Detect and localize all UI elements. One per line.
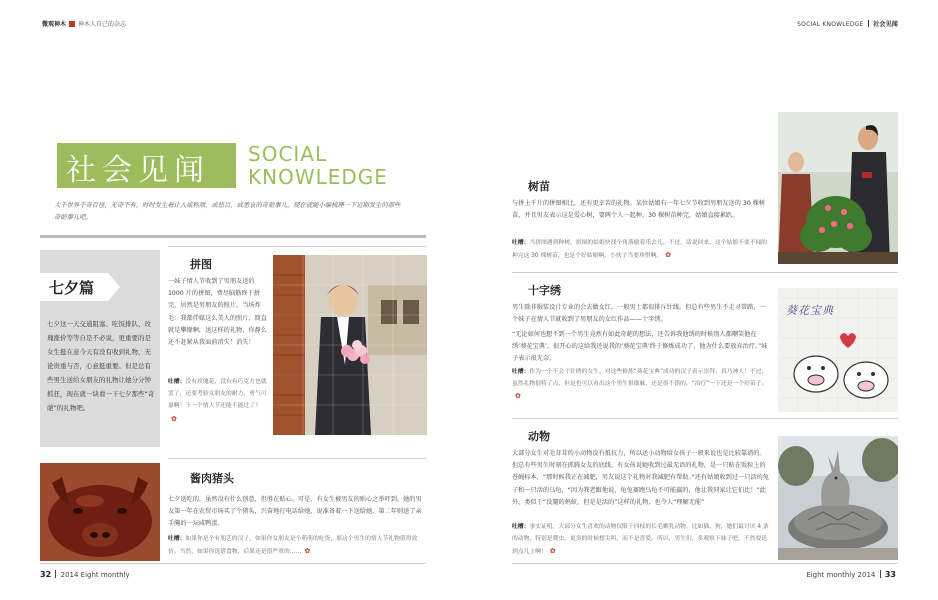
note-label: 吐槽： xyxy=(512,240,530,246)
puzzle-illustration xyxy=(273,255,427,435)
note-label: 吐槽： xyxy=(168,536,186,542)
divider xyxy=(880,570,881,578)
page-title-en-line2: KNOWLEDGE xyxy=(248,165,388,189)
footer-left xyxy=(40,570,130,579)
article-body-zhutou: 七夕送吃的，虽然没有什么创意，但胜在贴心。可是，有女生被男友的贴心之举吓到。她的男友第一年在农贸市场买了个猪头，兴奋地打电话给她，说准备着一下送给她，第二年则送了亲手腌的一坛咸鸭蛋。 xyxy=(168,496,422,528)
pig-head-illustration xyxy=(40,463,160,561)
magazine-tagline: 神木人自己的杂志 xyxy=(78,21,127,28)
end-mark-icon: ✿ xyxy=(515,392,521,401)
tree-seedling-photo xyxy=(778,112,898,264)
intro-paragraph: 大千世界千奇百怪，无奇不有，时时发生着让人咸称颜，或悠目，或悉哀的奇葩事儿，现在就随小编梳理一下近期发生的那些奇葩事儿吧。 xyxy=(54,202,401,221)
page-number-right: 33 xyxy=(884,570,896,579)
note-label: 吐槽： xyxy=(512,369,530,375)
sidebar-tab-arrow xyxy=(108,273,120,301)
end-mark-icon: ✿ xyxy=(171,414,177,423)
section-name-en: SOCIAL KNOWLEDGE xyxy=(797,21,864,28)
cross-stitch-photo xyxy=(778,288,898,412)
tree-seedling-illustration xyxy=(778,112,898,264)
article-title-shizixiu: 十字绣 xyxy=(528,284,561,297)
pig-head-photo xyxy=(40,463,160,561)
article-note-shumiao xyxy=(512,237,770,262)
section-name-cn: 社会见闻 xyxy=(873,21,898,28)
article-rule xyxy=(512,272,898,273)
end-mark-icon: ✿ xyxy=(665,251,672,260)
masthead-rule xyxy=(40,235,426,238)
article-title-shumiao: 树苗 xyxy=(528,180,550,193)
header-right xyxy=(797,19,898,28)
article-body-shizixiu-1: 男生除非服装设计专业的会去做女红，一般男士都很排斥针线。但总有些男生不走寻常路，一个妹子在情人节就收到了男朋友的女红作品——十字绣。 xyxy=(512,304,766,324)
end-mark-icon: ✿ xyxy=(304,547,311,556)
divider xyxy=(868,20,870,27)
tortoise-hare-statue-photo xyxy=(778,436,898,560)
article-rule xyxy=(168,458,426,459)
tortoise-hare-illustration xyxy=(778,436,898,560)
note-text: 事实证明，大部分女生喜欢的动物仅限于四枝的长毛嗽乳动物，比如猫、狗，她们最讨厌 4 条的动物，特别是爬虫，更多的时候想尖叫，而不是喜爱。所以，男生们，多观察下妹子吧，不然要送到点儿上啊！ xyxy=(512,524,769,556)
article-rule xyxy=(168,246,426,247)
article-body-dongwu: 大部分女生对毛茸茸的小动物没有抵抗力，所以送小动物给女孩子一般来说也是比较靠谱的。但总有些男生时刻在抓腾女友的底线，有女孩说她收到过最无语的礼物，是一只贴在饭粒上的苍蝇标本，“那时候我正在减肥，男友说这个礼物对我减肥有帮助。”还有姑娘收到过一只活的兔子和一只活的乌龟，“因为我老跟他说，龟兔赛跑乌龟不可能赢的，他让我同家让它们比！”此外，类似于“没腿的蚂蚁，但是是活的”这样的礼物，也令人“理解无能” xyxy=(512,450,769,506)
magazine-brand: 微观神木 xyxy=(42,21,67,28)
note-text: 没有玫瑰花，没有有巧克力也就罢了，还要考验女朋友的耐力，勇气可嘉啊！下一个情人节还能不能过了？ xyxy=(168,379,267,410)
red-square-icon xyxy=(69,21,75,27)
article-note-zhutou xyxy=(168,533,426,558)
note-text: 作为一个不会干针绣的女生，对这些修炼“葵花宝典”成功的汉子表示崇拜，真乃神人！不过，虽然礼物很特了点，但是也可以看出这个男生很细腻，还是很不错的。“治疗”一下还是一个好苗子。 xyxy=(512,369,768,388)
header-left xyxy=(42,19,126,28)
cross-stitch-text: 葵花宝典 xyxy=(786,304,834,317)
article-note-pintu xyxy=(168,376,268,426)
page-title-cn: 社会见闻 xyxy=(66,153,210,188)
page-number-left: 32 xyxy=(40,570,52,579)
divider xyxy=(55,570,56,578)
article-rule xyxy=(512,418,898,419)
footer-right xyxy=(806,570,896,579)
sidebar-title: 七夕篇 xyxy=(49,279,95,297)
footer-rule xyxy=(512,563,898,564)
article-note-dongwu xyxy=(512,521,770,559)
article-title-zhutou: 酱肉猪头 xyxy=(190,472,234,485)
issue-label-right: Eight monthly 2014 xyxy=(806,571,876,579)
footer-rule xyxy=(40,563,426,564)
end-mark-icon: ✿ xyxy=(549,547,556,556)
note-text: 如果你是个有朋艺的汉子，如果你女朋友是个萌萌的吃货，那这个男生的情人节礼物值得效仿。当然，如果你选错食物，后果还是很严重的…… xyxy=(168,536,418,556)
page-title-en-line1: SOCIAL xyxy=(248,142,328,166)
article-note-shizixiu xyxy=(512,366,770,404)
note-label: 吐槽： xyxy=(168,379,186,385)
article-body-pintu: 一妹子情人节收到了男朋友送的 1000 片的拼图，费尽脑筋终于拼完，居然是男朋友的照片，当场炸毛：我都伴媒这么美人的照片，简直就是攀缘啊，送这样的礼物，你静么还不赶紧从我面前消失！消失！ xyxy=(168,278,267,347)
article-body-shizixiu-2: “无论如何也想不到一个男生竟然有如此奇葩的想法，还告诉我他绣的时候别人都嘲笑他在绣‘葵花宝典’。很开心的这给我还说我的‘葵花宝典’终于修炼成功了，他为什么要放弃治疗。”妹子表示很无奈。 xyxy=(512,331,768,363)
article-title-pintu: 拼图 xyxy=(190,258,212,271)
note-text: 当拼图遇到种树，拼图的姑娘快找个角落偷着乐去儿。不过，话说回来，这个姑娘不要不闻的种完这 30 棵树苗，也是个好姑娘啊，小伙子当要珍惜啊。 xyxy=(512,240,768,260)
puzzle-photo xyxy=(273,255,427,435)
issue-label-left: 2014 Eight monthly xyxy=(60,571,130,579)
sidebar-text: 七夕这一天交通阻塞、吃饭排队、玫瑰涨价等等自是不必说，更重要的是女生挺在意今天有没有收到礼物，无论贵重与否，心意挺重要。但是总有些男生送给女朋友的礼物让她分分钟抓狂，现在就一块看一下七夕那些“奇葩”的礼物吧。 xyxy=(47,320,155,412)
article-body-shumiao: 与拼上千片的拼图相比，还有更幸苦的礼物。某位姑娘有一年七夕节收到男朋友送的 30 棵树苗，并且男友表示这是爱心树，要两个人一起种。30 棵树苗种完，姑娘直接累趴。 xyxy=(512,200,766,220)
note-label: 吐槽： xyxy=(512,524,530,530)
article-title-dongwu: 动物 xyxy=(528,430,550,443)
